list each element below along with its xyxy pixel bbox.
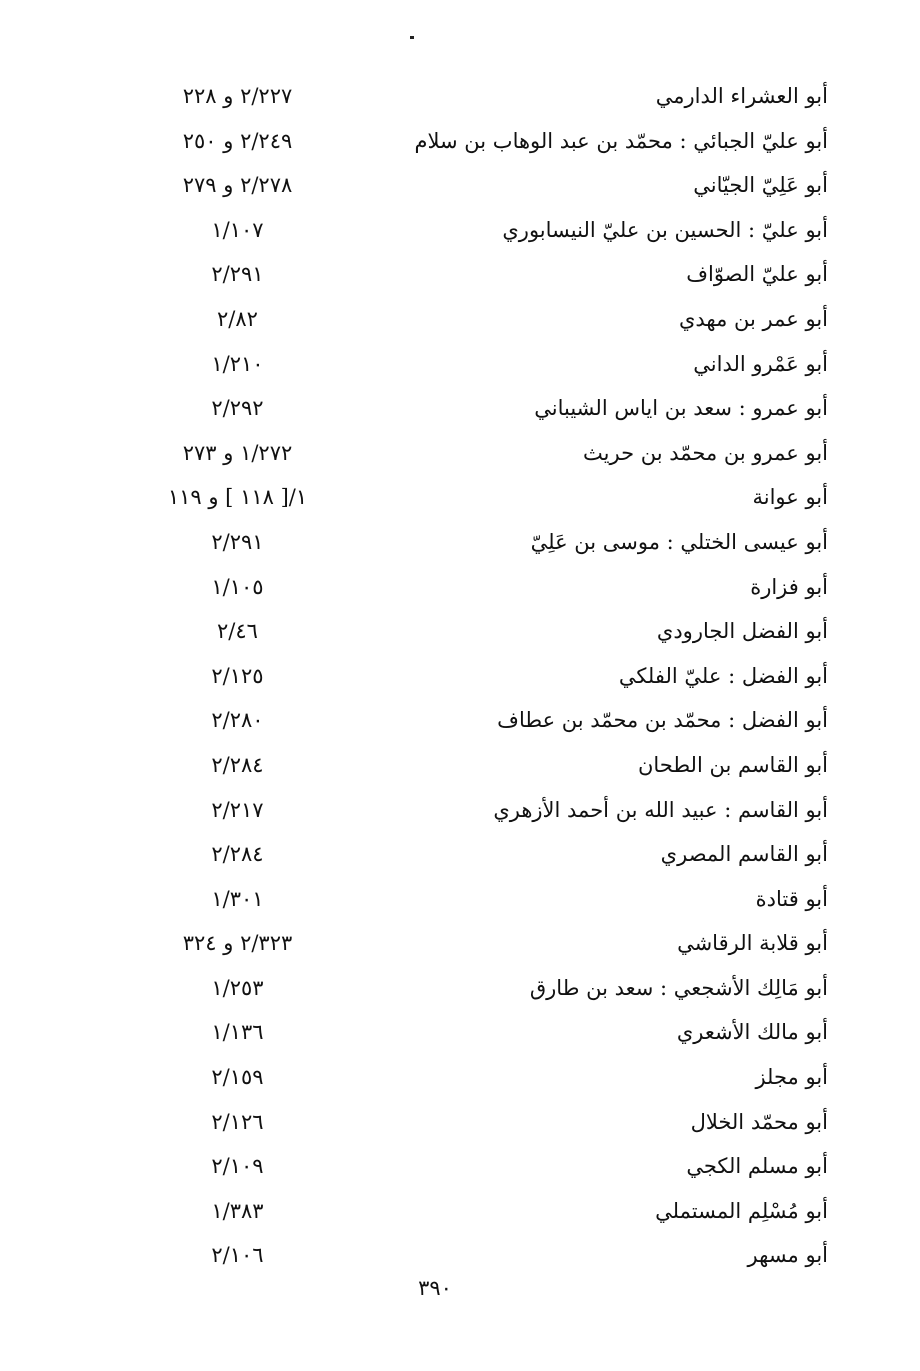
entry-reference: ١/٢٥٣ — [211, 975, 264, 1000]
entry-reference: ٢/٢٩١ — [211, 262, 264, 287]
entry-reference: ١/٢١٠ — [211, 351, 264, 376]
entry-reference: ٢/٢٨٤ — [211, 842, 264, 867]
entry-reference: ٢/١٢٥ — [211, 663, 264, 688]
index-entry — [0, 881, 920, 926]
entry-name: أبو العشراء الدارمي — [655, 84, 828, 108]
entry-reference: ٢/١٠٦ — [211, 1243, 264, 1268]
entry-name: أبو عليّ الصوّاف — [686, 262, 828, 287]
index-entry — [0, 1104, 920, 1149]
top-mark — [410, 36, 414, 39]
entry-reference: ٢/١٠٩ — [211, 1154, 264, 1179]
entry-name: أبو الفضل : محمّد بن محمّد بن عطاف — [497, 708, 828, 733]
index-entry — [0, 613, 920, 658]
index-entry — [0, 836, 920, 881]
index-entry — [0, 78, 920, 123]
page-number: ٣٩٠ — [418, 1276, 452, 1300]
entry-reference: ٢/٢٨٠ — [211, 708, 264, 733]
entry-reference: ٢/٣٢٣ و ٣٢٤ — [182, 931, 293, 956]
index-entry — [0, 256, 920, 301]
entry-name: أبو قتادة — [755, 886, 828, 911]
entry-name: أبو مُسْلِم المستملي — [655, 1198, 828, 1223]
entry-name: أبو الفضل الجارودي — [656, 619, 828, 644]
entry-name: أبو عَمْرو الداني — [693, 351, 828, 376]
entry-name: أبو عمرو : سعد بن اياس الشيباني — [534, 396, 828, 421]
index-entry — [0, 1059, 920, 1104]
index-entry — [0, 792, 920, 837]
index-entry — [0, 747, 920, 792]
index-entry — [0, 1148, 920, 1193]
index-list — [0, 78, 920, 1282]
entry-name: أبو عوانة — [752, 485, 828, 510]
index-entry — [0, 167, 920, 212]
entry-reference: ٢/٢٢٧ و ٢٢٨ — [182, 84, 293, 108]
index-entry — [0, 569, 920, 614]
entry-name: أبو مسهر — [747, 1243, 828, 1268]
index-entry — [0, 524, 920, 569]
index-entry — [0, 702, 920, 747]
entry-name: أبو القاسم المصري — [660, 842, 828, 867]
entry-name: أبو مجلز — [755, 1065, 828, 1090]
entry-name: أبو عمرو بن محمّد بن حريث — [583, 440, 828, 465]
entry-name: أبو قلابة الرقاشي — [677, 931, 828, 956]
index-entry — [0, 925, 920, 970]
entry-reference: ١/١٠٥ — [211, 574, 264, 599]
index-entry — [0, 212, 920, 257]
index-entry — [0, 1014, 920, 1059]
entry-reference: ٢/٨٢ — [217, 306, 258, 331]
entry-reference: ١/٣٨٣ — [211, 1198, 264, 1223]
index-entry — [0, 123, 920, 168]
index-entry — [0, 435, 920, 480]
entry-reference: ٢/٢٩٢ — [211, 396, 264, 421]
entry-reference: ١/[ ١١٨ ] و ١١٩ — [167, 485, 308, 510]
entry-name: أبو مالك الأشعري — [676, 1020, 828, 1045]
entry-name: أبو القاسم : عبيد الله بن أحمد الأزهري — [493, 797, 828, 822]
index-entry — [0, 658, 920, 703]
entry-name: أبو عَلِيّ الجيّاني — [693, 173, 828, 198]
entry-reference: ٢/٢١٧ — [211, 797, 264, 822]
index-entry — [0, 346, 920, 391]
index-entry — [0, 479, 920, 524]
entry-name: أبو الفضل : عليّ الفلكي — [618, 663, 828, 688]
entry-name: أبو عليّ : الحسين بن عليّ النيسابوري — [502, 217, 828, 242]
entry-reference: ٢/٢٩١ — [211, 529, 264, 554]
entry-reference: ١/١٠٧ — [211, 217, 264, 242]
entry-name: أبو مَالِك الأشجعي : سعد بن طارق — [529, 975, 828, 1000]
entry-reference: ٢/٢٤٩ و ٢٥٠ — [182, 128, 293, 153]
entry-reference: ١/١٣٦ — [211, 1020, 264, 1045]
index-entry — [0, 1193, 920, 1238]
entry-name: أبو القاسم بن الطحان — [637, 752, 828, 777]
entry-name: أبو فزارة — [750, 574, 828, 599]
entry-name: أبو عيسى الختلي : موسى بن عَلِيّ — [530, 529, 828, 554]
entry-reference: ٢/١٢٦ — [211, 1109, 264, 1134]
entry-reference: ٢/٢٧٨ و ٢٧٩ — [182, 173, 293, 198]
entry-name: أبو عليّ الجبائي : محمّد بن عبد الوهاب بن سلام — [414, 128, 828, 153]
entry-reference: ٢/٢٨٤ — [211, 752, 264, 777]
entry-reference: ١/٢٧٢ و ٢٧٣ — [182, 440, 293, 465]
entry-name: أبو محمّد الخلال — [690, 1109, 828, 1134]
index-entry — [0, 390, 920, 435]
entry-reference: ٢/٤٦ — [217, 619, 258, 644]
entry-name: أبو مسلم الكجي — [686, 1154, 828, 1179]
entry-name: أبو عمر بن مهدي — [678, 306, 828, 331]
entry-reference: ٢/١٥٩ — [211, 1065, 264, 1090]
entry-reference: ١/٣٠١ — [211, 886, 264, 911]
index-entry — [0, 301, 920, 346]
index-entry — [0, 970, 920, 1015]
